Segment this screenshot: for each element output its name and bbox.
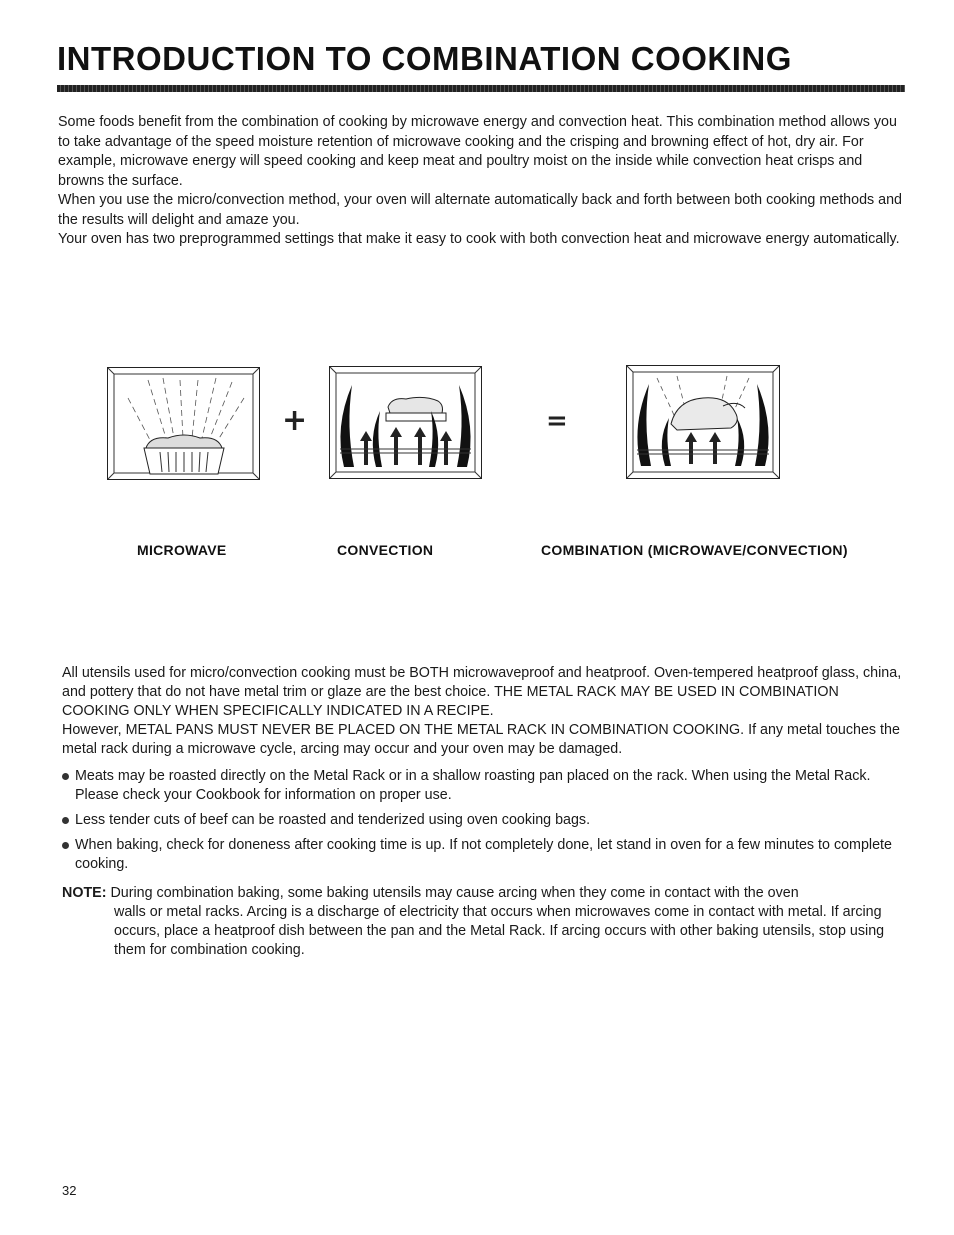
tips-list — [62, 767, 908, 874]
combination-oven-illustration — [626, 365, 780, 479]
bullet-icon — [62, 773, 69, 780]
note-first-line: During combination baking, some baking utensils may cause arcing when they come in contact with the oven — [110, 885, 799, 901]
caption-microwave: MICROWAVE — [137, 542, 227, 558]
bullet-icon — [62, 817, 69, 824]
note-block — [62, 884, 908, 960]
utensils-paragraph: However, METAL PANS MUST NEVER BE PLACED ON THE METAL RACK IN COMBINATION COOKING. If any metal touches the metal rack during a microwave cycle, arcing may occur and your oven may be damaged. — [62, 722, 900, 757]
microwave-oven-illustration — [107, 367, 260, 480]
intro-paragraph: When you use the micro/convection method, your oven will alternate automatically back and forth between both cooking methods and the results will delight and amaze you. — [58, 192, 902, 228]
note-continuation: walls or metal racks. Arcing is a discharge of electricity that occurs when microwaves come in contact with metal. If arcing occurs, place a heatproof dish between the pan and the Metal Rack. If arcing occurs with other baking utensils, stop using them for combination cooking. — [114, 904, 885, 958]
intro-paragraph: Some foods benefit from the combination of cooking by microwave energy and convection heat. This combination method allows you to take advantage of the speed moisture retention of microwave cooking and the crisping and browning effect of hot, dry air. For example, microwave energy will speed cooking and keep meat and poultry moist on the inside while convection heat crisps and browns the surface. — [58, 114, 897, 189]
title-underline — [57, 85, 905, 92]
intro-text — [58, 113, 906, 250]
caption-convection: CONVECTION — [337, 542, 434, 558]
list-item: Less tender cuts of beef can be roasted and tenderized using oven cooking bags. — [62, 811, 908, 830]
utensils-section — [62, 664, 908, 960]
plus-sign: + — [282, 403, 308, 438]
list-item: When baking, check for doneness after cooking time is up. If not completely done, let stand in oven for a few minutes to complete cooking. — [62, 836, 908, 874]
caption-combination: COMBINATION (MICROWAVE/CONVECTION) — [541, 542, 848, 558]
page-number: 32 — [62, 1183, 77, 1198]
note-label: NOTE: — [62, 885, 107, 901]
list-item: Meats may be roasted directly on the Metal Rack or in a shallow roasting pan placed on the rack. When using the Metal Rack. Please check your Cookbook for information on proper use. — [62, 767, 908, 805]
equals-sign: = — [546, 406, 568, 436]
page-title: INTRODUCTION TO COMBINATION COOKING — [57, 40, 792, 77]
utensils-paragraph: All utensils used for micro/convection cooking must be BOTH microwaveproof and heatproof. Oven-tempered heatproof glass, china, and pottery that do not have metal trim or glaze are the best choice. THE METAL RACK MAY BE USED IN COMBINATION COOKING ONLY WHEN SPECIFICALLY INDICATED IN A RECIPE. — [62, 665, 902, 719]
bullet-icon — [62, 842, 69, 849]
convection-oven-illustration — [329, 366, 482, 479]
intro-paragraph: Your oven has two preprogrammed settings that make it easy to cook with both convection heat and microwave energy automatically. — [58, 231, 900, 247]
